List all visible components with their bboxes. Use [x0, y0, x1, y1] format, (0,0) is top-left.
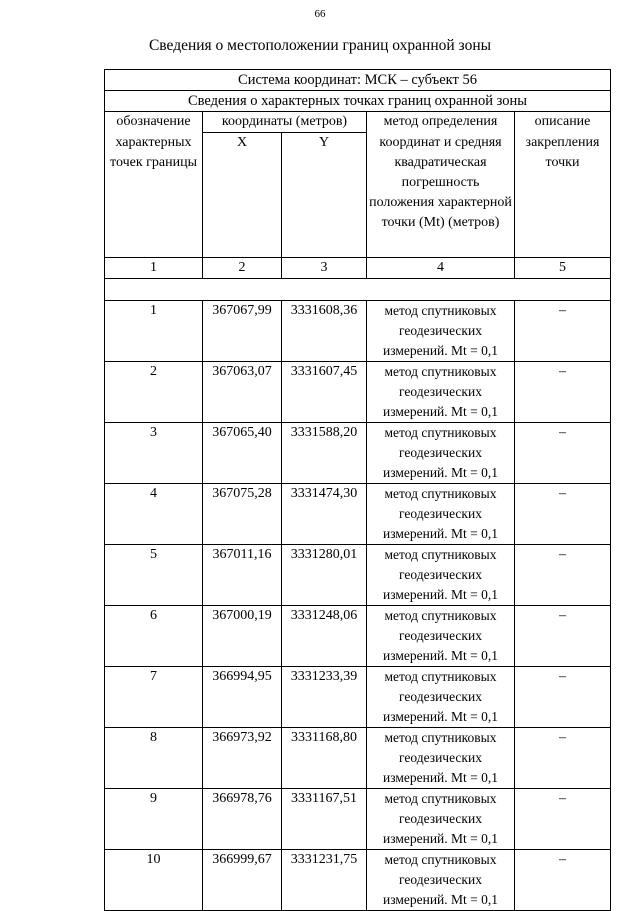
y-coordinate-cell: 3331474,30 — [282, 484, 367, 545]
y-coordinate-cell: 3331608,36 — [282, 301, 367, 362]
x-coordinate-cell: 366978,76 — [203, 789, 282, 850]
x-coordinate-cell: 367065,40 — [203, 423, 282, 484]
y-coordinate-cell: 3331167,51 — [282, 789, 367, 850]
y-coordinate-cell: 3331233,39 — [282, 667, 367, 728]
column-number-1: 1 — [105, 258, 203, 279]
description-cell: – — [515, 545, 611, 606]
x-coordinate-cell: 367000,19 — [203, 606, 282, 667]
x-coordinate-cell: 366973,92 — [203, 728, 282, 789]
table-row — [105, 789, 611, 850]
table-row — [105, 545, 611, 606]
point-cell: 4 — [105, 484, 203, 545]
coordinate-system-cell: Система координат: МСК – субъект 56 — [105, 70, 611, 91]
method-cell: метод спутниковых геодезических измерений. Mt = 0,1 — [367, 728, 515, 789]
description-cell: – — [515, 667, 611, 728]
x-coordinate-cell: 366999,67 — [203, 850, 282, 911]
description-cell: – — [515, 301, 611, 362]
method-cell: метод спутниковых геодезических измерений. Mt = 0,1 — [367, 606, 515, 667]
header-point-designation: обозначение — [105, 112, 203, 133]
x-coordinate-cell: 366994,95 — [203, 667, 282, 728]
method-cell: метод спутниковых геодезических измерений. Mt = 0,1 — [367, 301, 515, 362]
page-number: 66 — [314, 8, 326, 20]
section-title-cell: Сведения о характерных точках границ охранной зоны — [105, 91, 611, 112]
column-number-3: 3 — [282, 258, 367, 279]
header-method-cont: координат и средняя квадратическая погрешность положения характерной точки (Mt) (метров) — [367, 133, 515, 258]
empty-separator-row — [105, 279, 611, 301]
table-row — [105, 423, 611, 484]
y-coordinate-cell: 3331588,20 — [282, 423, 367, 484]
point-cell: 5 — [105, 545, 203, 606]
method-cell: метод спутниковых геодезических измерений. Mt = 0,1 — [367, 545, 515, 606]
method-cell: метод спутниковых геодезических измерений. Mt = 0,1 — [367, 423, 515, 484]
point-cell: 1 — [105, 301, 203, 362]
table-row — [105, 606, 611, 667]
column-number-4: 4 — [367, 258, 515, 279]
header-x: X — [203, 133, 282, 258]
table-row — [105, 728, 611, 789]
x-coordinate-cell: 367011,16 — [203, 545, 282, 606]
header-description-cont: закрепления точки — [515, 133, 611, 258]
header-y: Y — [282, 133, 367, 258]
method-cell: метод спутниковых геодезических измерений. Mt = 0,1 — [367, 667, 515, 728]
table-row — [105, 301, 611, 362]
description-cell: – — [515, 850, 611, 911]
header-coordinates: координаты (метров) — [203, 112, 367, 133]
table-row — [105, 667, 611, 728]
point-cell: 6 — [105, 606, 203, 667]
point-cell: 8 — [105, 728, 203, 789]
y-coordinate-cell: 3331231,75 — [282, 850, 367, 911]
method-cell: метод спутниковых геодезических измерений. Mt = 0,1 — [367, 789, 515, 850]
table-row — [105, 484, 611, 545]
header-description: описание — [515, 112, 611, 133]
description-cell: – — [515, 484, 611, 545]
header-method: метод определения — [367, 112, 515, 133]
point-cell: 10 — [105, 850, 203, 911]
point-cell: 3 — [105, 423, 203, 484]
x-coordinate-cell: 367067,99 — [203, 301, 282, 362]
y-coordinate-cell: 3331607,45 — [282, 362, 367, 423]
method-cell: метод спутниковых геодезических измерений. Mt = 0,1 — [367, 850, 515, 911]
document-title: Сведения о местоположении границ охранной зоны — [148, 37, 492, 54]
method-cell: метод спутниковых геодезических измерений. Mt = 0,1 — [367, 484, 515, 545]
y-coordinate-cell: 3331280,01 — [282, 545, 367, 606]
header-point-designation-cont: характерных точек границы — [105, 133, 203, 258]
description-cell: – — [515, 789, 611, 850]
y-coordinate-cell: 3331168,80 — [282, 728, 367, 789]
method-cell: метод спутниковых геодезических измерений. Mt = 0,1 — [367, 362, 515, 423]
column-number-2: 2 — [203, 258, 282, 279]
table-row — [105, 362, 611, 423]
description-cell: – — [515, 606, 611, 667]
table-row — [105, 850, 611, 911]
y-coordinate-cell: 3331248,06 — [282, 606, 367, 667]
boundary-points-table — [104, 69, 611, 911]
x-coordinate-cell: 367075,28 — [203, 484, 282, 545]
column-number-5: 5 — [515, 258, 611, 279]
point-cell: 2 — [105, 362, 203, 423]
description-cell: – — [515, 362, 611, 423]
description-cell: – — [515, 423, 611, 484]
point-cell: 7 — [105, 667, 203, 728]
description-cell: – — [515, 728, 611, 789]
x-coordinate-cell: 367063,07 — [203, 362, 282, 423]
point-cell: 9 — [105, 789, 203, 850]
